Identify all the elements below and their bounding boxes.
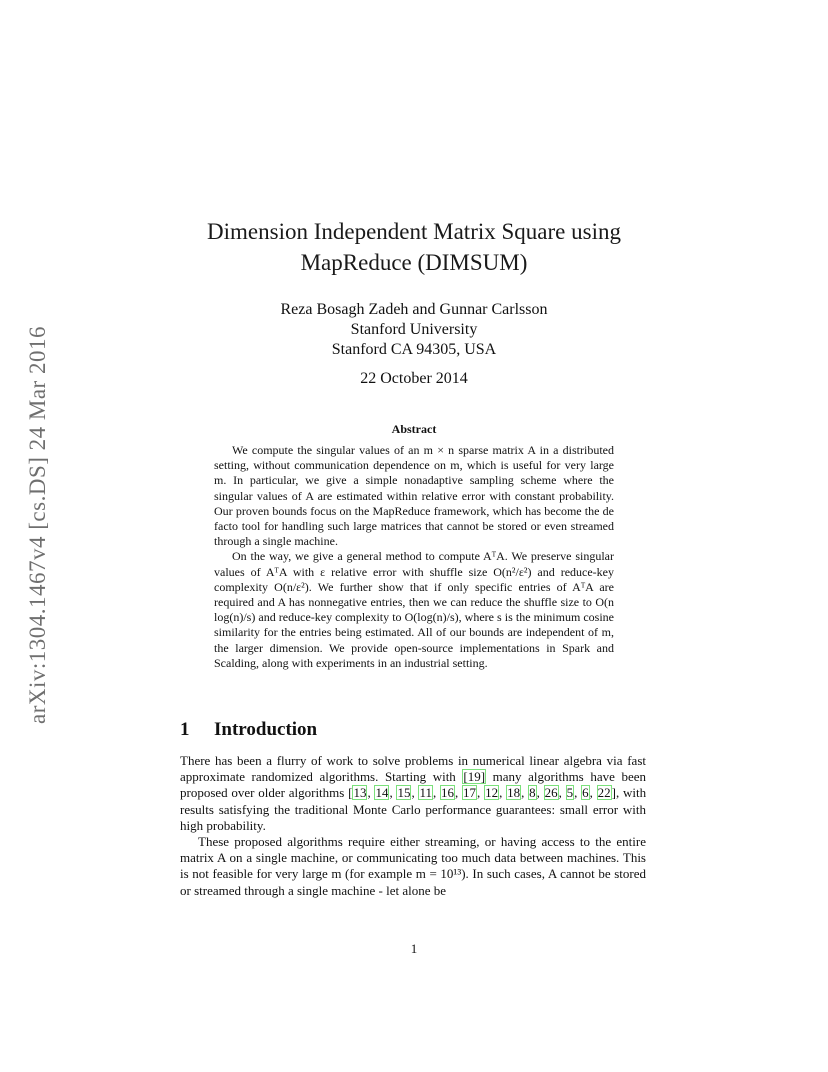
citation-link[interactable]: 13	[353, 785, 367, 801]
citation-link[interactable]: 8	[529, 785, 536, 801]
author-block	[200, 300, 628, 360]
section-title: Introduction	[214, 719, 318, 740]
intro-paragraph-2: These proposed algorithms require either streaming, or having access to the entire matrix A on a single machine, or communicating too much data between machines. This is not feasible for very large m (for example m = 10¹³). In such cases, A cannot be stored or streamed through a single machine - let alone be	[180, 834, 646, 898]
abstract-paragraph-2: On the way, we give a general method to compute AᵀA. We preserve singular values of AᵀA with ε relative error with shuffle size O(n²/ε²) and reduce-key complexity O(n/ε²). We further show that if only specific entries of AᵀA are required and A has nonnegative entries, then we can reduce the shuffle size to O(n log(n)/s) and reduce-key complexity to O(log(n)/s), where s is the minimum cosine similarity for the entries being estimated. All of our bounds are independent of m, the larger dimension. We provide open-source implementations in Spark and Scalding, along with experiments in an industrial setting.	[214, 549, 614, 670]
paper-title	[150, 216, 678, 278]
paper-date: 22 October 2014	[360, 370, 468, 387]
intro-text-b: many algorithms have been proposed over older algorithms	[180, 769, 646, 801]
title-line-2: MapReduce (DIMSUM)	[300, 250, 528, 275]
citation-link[interactable]: 14	[375, 785, 389, 801]
arxiv-identifier-text: arXiv:1304.1467v4 [cs.DS] 24 Mar 2016	[25, 326, 50, 724]
affiliation: Stanford University	[350, 321, 478, 338]
intro-text-a: There has been a flurry of work to solve problems in numerical linear algebra via fast approximate randomized algorithms. Starting with	[180, 753, 646, 785]
authors: Reza Bosagh Zadeh and Gunnar Carlsson	[280, 301, 548, 318]
title-line-1: Dimension Independent Matrix Square using	[207, 219, 621, 244]
section-heading	[180, 719, 317, 741]
citation-link[interactable]: 26	[544, 785, 558, 801]
citation-link[interactable]: 5	[566, 785, 574, 801]
arxiv-identifier	[22, 290, 54, 760]
citation-link[interactable]: 16	[441, 785, 455, 801]
citation-link[interactable]: 6	[582, 785, 589, 801]
abstract	[214, 443, 614, 671]
section-number: 1	[180, 719, 190, 740]
intro-text-c: , with results satisfying the traditional Monte Carlo performance guarantees: small error with high probability.	[180, 785, 647, 833]
citation-link[interactable]: 12	[485, 785, 499, 801]
citation-link[interactable]: 17	[463, 785, 477, 801]
address: Stanford CA 94305, USA	[331, 341, 497, 358]
intro-paragraph-1: There has been a flurry of work to solve problems in numerical linear algebra via fast approximate randomized algorithms. Starting with [19] many algorithms have been proposed over older algorithms [13, 14, 15, 11, 16, 17, 12, 18, 8, 26, 5, 6, 22], with results satisfying the traditional Monte Carlo performance guarantees: small error with high probability.	[180, 753, 647, 833]
citation-link[interactable]: 18	[507, 785, 521, 801]
citation-link[interactable]: 22	[597, 785, 611, 801]
citation-link[interactable]: [19]	[463, 769, 486, 785]
citation-link[interactable]: 15	[397, 785, 411, 801]
page-number: 1	[410, 941, 418, 956]
introduction-text	[180, 753, 646, 899]
citation-link[interactable]: 11	[419, 785, 433, 801]
abstract-paragraph-1: We compute the singular values of an m × n sparse matrix A in a distributed setting, without communication dependence on m, which is useful for very large m. In particular, we give a simple nonadaptive sampling scheme where the singular values of A are estimated within relative error with constant probability. Our proven bounds focus on the MapReduce framework, which has become the de facto tool for handling such large matrices that cannot be stored or even streamed through a single machine.	[214, 443, 614, 549]
abstract-heading: Abstract	[391, 422, 437, 436]
